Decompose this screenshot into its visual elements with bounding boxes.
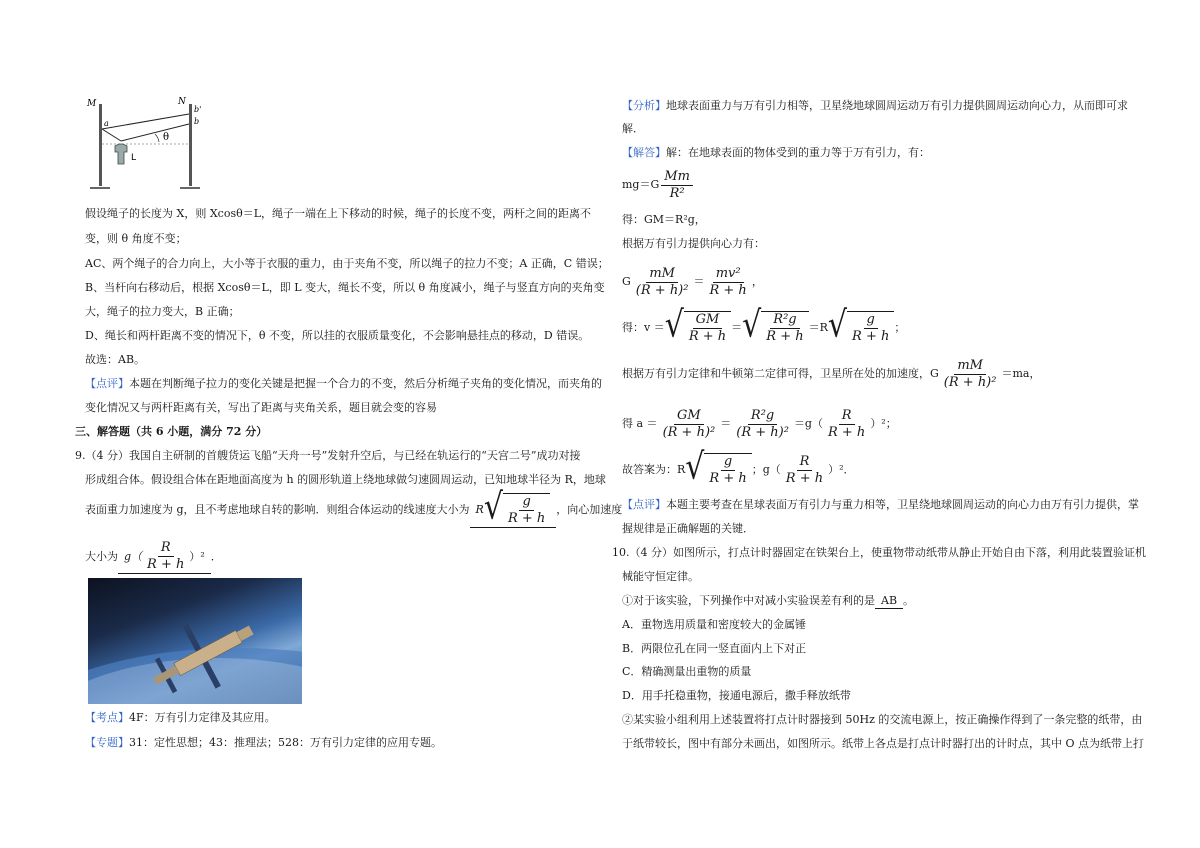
equation-3: 得：v ＝ √ $\frac{GM}{R + h}$ ＝ √ $\frac{\text{R²g}}{R + h}$ ＝R √ $\frac{g}{R + h}$ ； (622, 304, 906, 346)
comment-line1 (622, 498, 1139, 512)
label-n: N (178, 97, 186, 107)
solution-p1b: 变，则 θ 角度不变； (85, 232, 187, 245)
q9-line4-text: 大小为 (85, 550, 118, 563)
q9-acceleration-answer: g（ $\frac{R}{R + h}$ ）² (118, 540, 211, 574)
q10-part2-line1: ②某实验小组利用上述装置将打点计时器接到 50Hz 的交流电源上，按正确操作得到了一条完整的纸带，由 (622, 713, 1143, 726)
q10-part1-text: ①对于该实验，下列操作中对减小实验误差有利的是 (622, 594, 875, 607)
newton-end: ＝ma， (1001, 367, 1041, 380)
kaodian-line (85, 711, 276, 725)
q9-velocity-answer: R √ $\frac{g}{R + h}$ (470, 493, 557, 528)
spacecraft-photo (88, 578, 302, 704)
label-l: L (131, 153, 137, 163)
q10-part2-line2: 于纸带较长，图中有部分未画出，如图所示。纸带上各点是打点计时器打出的计时点，其中 O 点为纸带上打 (622, 737, 1145, 750)
option-a: A．重物选用质量和密度较大的金属锤 (622, 618, 806, 631)
section-heading: 三、解答题（共 6 小题，满分 72 分） (75, 425, 268, 438)
label-b: b (194, 117, 200, 126)
analysis-line1 (622, 99, 1128, 113)
q9-line3-end: ，向心加速度 (556, 503, 623, 516)
solution-b: B、当杆向右移动后，根据 Xcosθ＝L，即 L 变大，绳长不变，所以 θ 角度减小，绳子与竖直方向的夹角变 (85, 281, 605, 294)
q10-part1 (622, 594, 914, 609)
solution-d: D、绳长和两杆距离不变的情况下，θ 不变，所以挂的衣服质量变化，不会影响悬挂点的移动，D 错误。 (85, 329, 590, 342)
solution-p1: 假设绳子的长度为 X，则 Xcosθ＝L，绳子一端在上下移动的时候，绳子的长度不变，两杆之间的距离不 (85, 207, 592, 220)
solution-intro (622, 146, 930, 160)
equation-1: mg＝G $\frac{Mm}{\text{R²}}$ (622, 165, 695, 205)
label-m: M (87, 99, 97, 109)
eq2-lead: G (622, 275, 631, 288)
newton-line: 根据万有引力定律和牛顿第二定律可得，卫星所在处的加速度，G $\frac{mM}{\text{(R + h)²}}$ ＝ma， (622, 357, 1041, 390)
option-c: C．精确测量出重物的质量 (622, 665, 752, 678)
eq1-lead: mg＝G (622, 178, 660, 191)
solution-ac: AC、两个绳子的合力向上，大小等于衣服的重力，由于夹角不变，所以绳子的拉力不变；A 正确，C 错误； (85, 257, 609, 270)
review-line1 (85, 377, 602, 391)
solution-b2: 大，绳子的拉力变大，B 正确； (85, 305, 240, 318)
fenxi-text: 地球表面重力与万有引力相等，卫星绕地球圆周运动万有引力提供圆周运动向心力，从而即可求 (666, 99, 1128, 112)
pingshu-text: 本题主要考查在星球表面万有引力与重力相等，卫星绕地球圆周运动的向心力由万有引力提供，掌 (666, 498, 1139, 511)
kaodian-text: 4F：万有引力定律及其应用。 (129, 711, 276, 724)
jieda-tag: 【解答】 (622, 146, 666, 159)
label-theta: θ (163, 132, 170, 143)
kaodian-tag: 【考点】 (85, 711, 129, 724)
q9-line1: 9.（4 分）我国自主研制的首艘货运飞船“天舟一号”发射升空后，与已经在轨运行的“天宫二号”成功对接 (75, 449, 581, 462)
analysis-line2: 解． (622, 122, 644, 135)
q9-line4: 大小为 g（ $\frac{R}{R + h}$ ）² ． (85, 540, 222, 572)
option-d: D．用手托稳重物，接通电源后，撒手释放纸带 (622, 689, 851, 702)
zhuanti-line (85, 736, 442, 750)
pingshu-tag: 【点评】 (622, 498, 666, 511)
label-a: a (104, 119, 109, 128)
fenxi-tag: 【分析】 (622, 99, 666, 112)
answer-lead: 故答案为：R (622, 463, 686, 476)
review-line2: 变化情况又与两杆距离有关，写出了距离与夹角关系，题目就会变的容易 (85, 401, 437, 414)
final-answer: 故答案为：R √ $\frac{g}{R + h}$ ；g（ $\frac{R}{R + h}$ ）²． (622, 446, 855, 488)
q9-line2: 形成组合体。假设组合体在距地面高度为 h 的圆形轨道上绕地球做匀速圆周运动，已知地球半径为 R，地球 (85, 473, 606, 486)
equation-2: G $\frac{mM}{\text{(R + h)²}}$ ＝ $\frac{\text{mv²}}{R + h}$ ， (622, 265, 763, 298)
eq3-lead: 得：v ＝ (622, 321, 665, 334)
option-b: B．两限位孔在同一竖直面内上下对正 (622, 642, 807, 655)
comment-line2: 握规律是正确解题的关键． (622, 522, 754, 535)
q10-part1-end: 。 (903, 594, 915, 607)
newton-text: 根据万有引力定律和牛顿第二定律可得，卫星所在处的加速度，G (622, 367, 939, 380)
choice-answer: 故选：AB。 (85, 353, 146, 366)
review-tag: 【点评】 (85, 377, 129, 390)
zhuanti-tag: 【专题】 (85, 736, 129, 749)
label-b-prime: b' (194, 105, 202, 114)
rope-clothes-figure (85, 96, 215, 196)
gm-result: 得：GM＝R²g， (622, 213, 706, 226)
zhuanti-text: 31：定性思想；43：推理法；528：万有引力定律的应用专题。 (129, 736, 442, 749)
q10-part1-answer: AB (875, 594, 903, 609)
equation-4: 得 a ＝ $\frac{GM}{\text{(R + h)²}}$ ＝ $\frac{\text{R²g}}{\text{(R + h)²}}$ ＝g（ $\frac{R}{R + h}$ ）²； (622, 407, 897, 440)
q10-line1: 10.（4 分）如图所示，打点计时器固定在铁架台上，使重物带动纸带从静止开始自由下落，利用此装置验证机 (612, 546, 1146, 559)
q10-line2: 械能守恒定律。 (622, 570, 699, 583)
q9-line3-text: 表面重力加速度为 g，且不考虑地球自转的影响．则组合体运动的线速度大小为 (85, 503, 470, 516)
q9-line3 (85, 485, 623, 530)
centripetal-intro: 根据万有引力提供向心力有： (622, 237, 765, 250)
eq4-lead: 得 a ＝ (622, 417, 658, 430)
jieda-text: 解：在地球表面的物体受到的重力等于万有引力，有： (666, 146, 930, 159)
review-text: 本题在判断绳子拉力的变化关键是把握一个合力的不变，然后分析绳子夹角的变化情况，而夹角的 (129, 377, 602, 390)
